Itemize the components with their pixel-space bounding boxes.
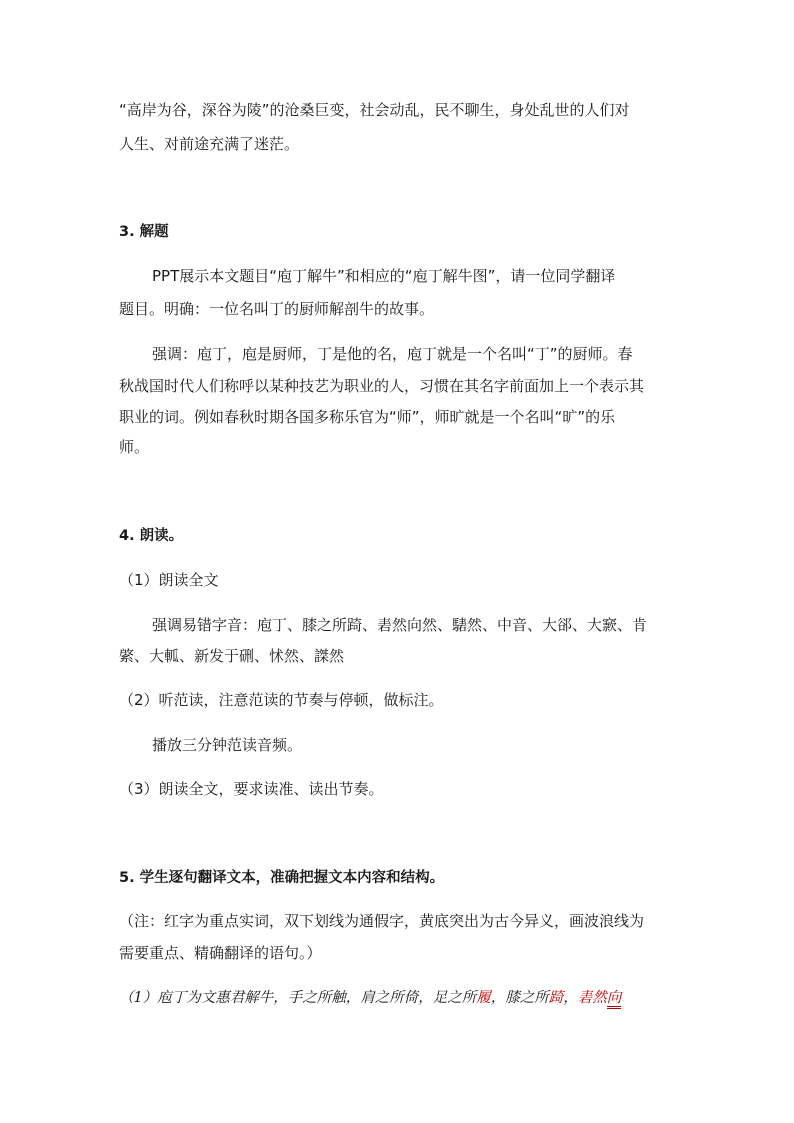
key-word-yi: 踦 (548, 990, 564, 1006)
section-3-paragraph-1-line-2: 题目。明确：一位名叫丁的厨师解剖牛的故事。 (119, 300, 435, 318)
section-4-item-2: （2）听范读，注意范读的节奏与停顿，做标注。 (119, 691, 444, 709)
section-5-note-line-1: （注：红字为重点实词，双下划线为通假字，黄底突出为古今异义，画波浪线为 (119, 912, 645, 930)
section-4-heading: 4. 朗读。 (119, 528, 184, 544)
key-word-lv: 履 (476, 990, 491, 1006)
key-word-huoran: 砉然 (577, 990, 607, 1006)
sentence-1-text-c: ，膝之所 (490, 990, 549, 1006)
section-5-heading: 5. 学生逐句翻译文本，准确把握文本内容和结构。 (119, 870, 445, 886)
section-4-item-1: （1）朗读全文 (119, 571, 219, 589)
section-4-emphasis-line-1: 强调易错字音：庖丁、膝之所踦、砉然向然、騞然、中音、大郤、大窾、肯 (152, 616, 648, 634)
section-4-item-2-detail: 播放三分钟范读音频。 (152, 736, 303, 754)
section-5-note-line-2: 需要重点、精确翻译的语句。） (119, 944, 322, 962)
section-3-heading: 3. 解题 (119, 224, 169, 240)
section-4-emphasis-line-2: 綮、大軱、新发于硎、怵然、謋然 (119, 647, 345, 665)
section-4-item-3: （3）朗读全文，要求读准、读出节奏。 (119, 780, 384, 798)
section-5-sentence-1 (119, 988, 679, 1009)
background-text-line-1: “高岸为谷，深谷为陵”的沧桑巨变，社会动乱，民不聊生，身处乱世的人们对 (119, 101, 630, 119)
tongjiazi-xiang: 向 (607, 990, 622, 1009)
section-3-paragraph-2-line-1: 强调：庖丁，庖是厨师，丁是他的名，庖丁就是一个名叫“丁”的厨师。春 (152, 345, 633, 363)
sentence-1-text-a: （1）庖丁为文惠君解牛，手之所触，肩之所倚，足之所 (119, 990, 477, 1006)
section-3-paragraph-2-line-4: 师。 (119, 438, 150, 456)
background-text-line-2: 人生、对前途充满了迷茫。 (119, 135, 300, 153)
section-3-paragraph-2-line-3: 职业的词。例如春秋时期各国多称乐官为“师”，师旷就是一个名叫“旷”的乐 (119, 408, 616, 426)
sentence-1-text-e: ， (563, 990, 578, 1006)
section-3-paragraph-2-line-2: 秋战国时代人们称呼以某种技艺为职业的人，习惯在其名字前面加上一个表示其 (119, 377, 645, 395)
section-3-paragraph-1-line-1: PPT展示本文题目“庖丁解牛”和相应的“庖丁解牛图”，请一位同学翻译 (152, 267, 616, 285)
